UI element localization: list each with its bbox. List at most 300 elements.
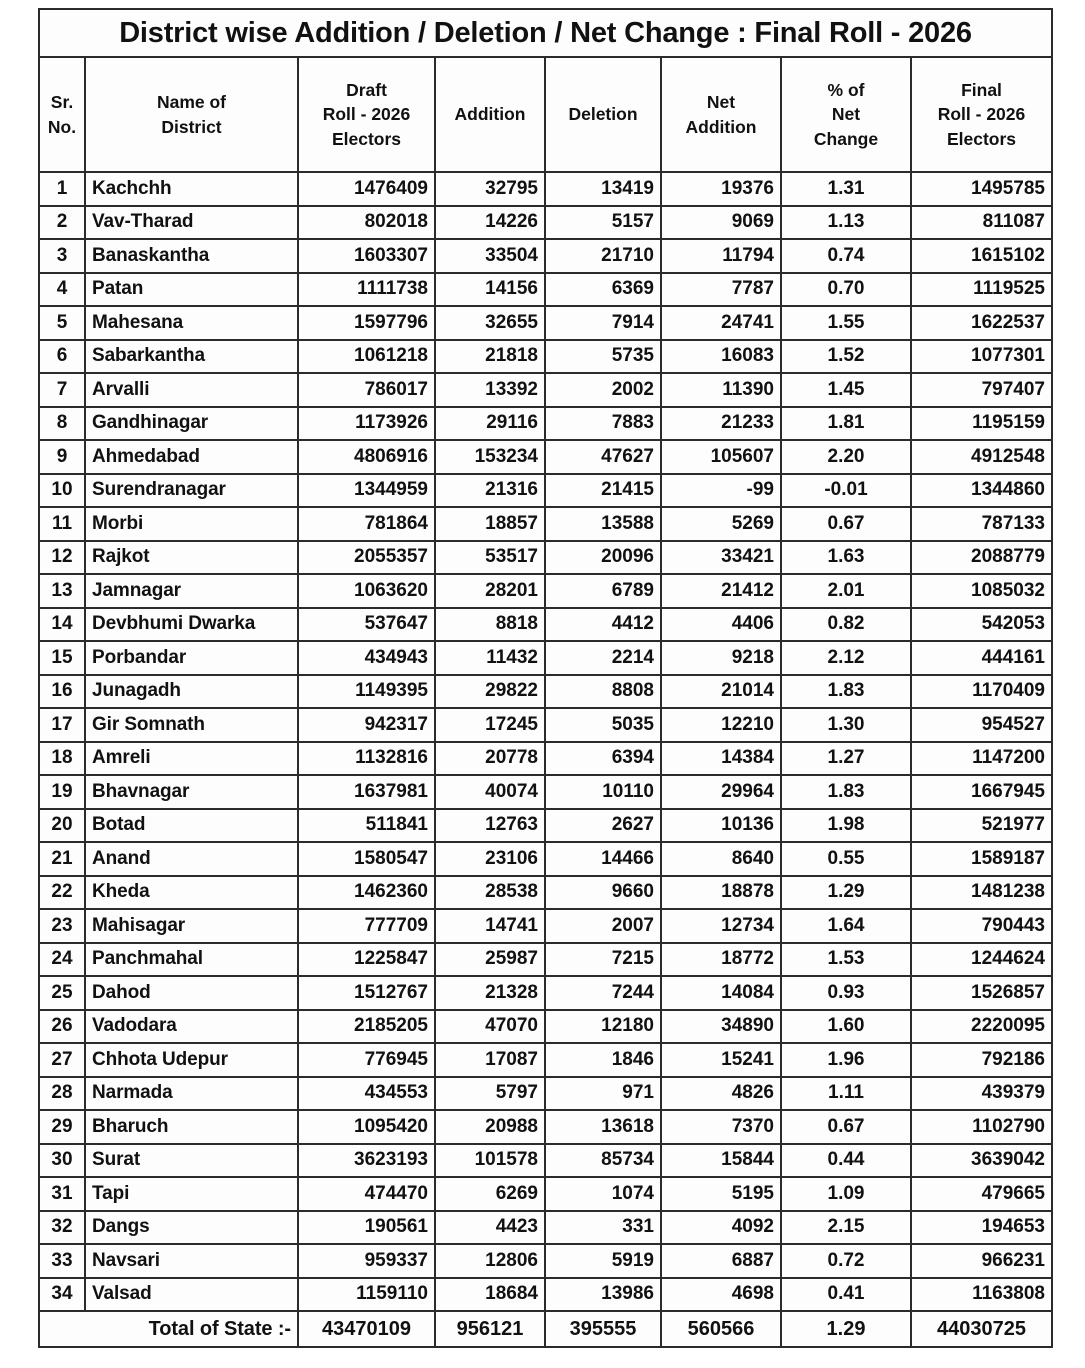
cell-sr-no: 8 (39, 407, 85, 441)
cell-deletion: 5157 (545, 206, 661, 240)
cell-deletion: 5035 (545, 708, 661, 742)
cell-deletion: 971 (545, 1077, 661, 1111)
cell-net-addition: -99 (661, 474, 781, 508)
cell-pct-net-change: -0.01 (781, 474, 911, 508)
cell-district-name: Amreli (85, 742, 298, 776)
cell-deletion: 10110 (545, 775, 661, 809)
cell-addition: 14156 (435, 273, 545, 307)
cell-district-name: Bhavnagar (85, 775, 298, 809)
cell-pct-net-change: 1.63 (781, 541, 911, 575)
cell-net-addition: 5269 (661, 507, 781, 541)
cell-final-roll: 954527 (911, 708, 1052, 742)
cell-draft-roll: 474470 (298, 1177, 435, 1211)
cell-draft-roll: 777709 (298, 909, 435, 943)
table-row (39, 440, 1052, 474)
cell-final-roll: 479665 (911, 1177, 1052, 1211)
header-line: Roll - 2026 (322, 104, 411, 125)
cell-addition: 153234 (435, 440, 545, 474)
cell-district-name: Surat (85, 1144, 298, 1178)
table-row (39, 809, 1052, 843)
cell-net-addition: 9069 (661, 206, 781, 240)
cell-draft-roll: 942317 (298, 708, 435, 742)
cell-addition: 5797 (435, 1077, 545, 1111)
cell-sr-no: 18 (39, 742, 85, 776)
cell-deletion: 5735 (545, 340, 661, 374)
cell-district-name: Surendranagar (85, 474, 298, 508)
total-net-addition: 560566 (661, 1311, 781, 1347)
cell-sr-no: 4 (39, 273, 85, 307)
cell-pct-net-change: 0.82 (781, 608, 911, 642)
cell-addition: 28538 (435, 876, 545, 910)
cell-district-name: Patan (85, 273, 298, 307)
cell-pct-net-change: 1.60 (781, 1010, 911, 1044)
cell-draft-roll: 3623193 (298, 1144, 435, 1178)
cell-pct-net-change: 1.27 (781, 742, 911, 776)
table-row (39, 1043, 1052, 1077)
cell-final-roll: 1615102 (911, 239, 1052, 273)
cell-addition: 32795 (435, 172, 545, 206)
cell-final-roll: 439379 (911, 1077, 1052, 1111)
cell-deletion: 7215 (545, 943, 661, 977)
cell-draft-roll: 1159110 (298, 1278, 435, 1312)
header-line: Change (813, 128, 879, 149)
cell-sr-no: 14 (39, 608, 85, 642)
cell-deletion: 331 (545, 1211, 661, 1245)
cell-deletion: 9660 (545, 876, 661, 910)
cell-final-roll: 1526857 (911, 976, 1052, 1010)
cell-addition: 17245 (435, 708, 545, 742)
cell-deletion: 14466 (545, 842, 661, 876)
cell-district-name: Junagadh (85, 675, 298, 709)
cell-addition: 33504 (435, 239, 545, 273)
cell-district-name: Chhota Udepur (85, 1043, 298, 1077)
cell-addition: 4423 (435, 1211, 545, 1245)
cell-draft-roll: 434553 (298, 1077, 435, 1111)
cell-addition: 47070 (435, 1010, 545, 1044)
cell-pct-net-change: 0.67 (781, 507, 911, 541)
column-header-final-roll (911, 57, 1052, 172)
cell-sr-no: 13 (39, 574, 85, 608)
cell-addition: 23106 (435, 842, 545, 876)
cell-sr-no: 15 (39, 641, 85, 675)
cell-net-addition: 24741 (661, 306, 781, 340)
cell-final-roll: 792186 (911, 1043, 1052, 1077)
cell-draft-roll: 781864 (298, 507, 435, 541)
district-statistics-table (38, 8, 1053, 1348)
cell-net-addition: 11390 (661, 373, 781, 407)
cell-sr-no: 31 (39, 1177, 85, 1211)
table-row (39, 574, 1052, 608)
cell-draft-roll: 1063620 (298, 574, 435, 608)
cell-net-addition: 21412 (661, 574, 781, 608)
cell-pct-net-change: 1.81 (781, 407, 911, 441)
cell-final-roll: 3639042 (911, 1144, 1052, 1178)
title-row (39, 9, 1052, 57)
cell-pct-net-change: 1.31 (781, 172, 911, 206)
cell-net-addition: 18772 (661, 943, 781, 977)
cell-deletion: 6369 (545, 273, 661, 307)
cell-district-name: Arvalli (85, 373, 298, 407)
column-header-deletion (545, 57, 661, 172)
cell-pct-net-change: 1.96 (781, 1043, 911, 1077)
cell-pct-net-change: 0.44 (781, 1144, 911, 1178)
cell-deletion: 13986 (545, 1278, 661, 1312)
cell-deletion: 20096 (545, 541, 661, 575)
total-draft-roll: 43470109 (298, 1311, 435, 1347)
cell-district-name: Panchmahal (85, 943, 298, 977)
cell-net-addition: 16083 (661, 340, 781, 374)
cell-final-roll: 811087 (911, 206, 1052, 240)
cell-deletion: 13588 (545, 507, 661, 541)
cell-final-roll: 1667945 (911, 775, 1052, 809)
cell-sr-no: 28 (39, 1077, 85, 1111)
cell-final-roll: 1163808 (911, 1278, 1052, 1312)
cell-district-name: Mahisagar (85, 909, 298, 943)
cell-sr-no: 3 (39, 239, 85, 273)
cell-draft-roll: 537647 (298, 608, 435, 642)
cell-addition: 14226 (435, 206, 545, 240)
cell-addition: 18684 (435, 1278, 545, 1312)
cell-deletion: 1074 (545, 1177, 661, 1211)
cell-net-addition: 18878 (661, 876, 781, 910)
cell-draft-roll: 1637981 (298, 775, 435, 809)
total-row (39, 1311, 1052, 1347)
table-row (39, 976, 1052, 1010)
table-row (39, 1244, 1052, 1278)
cell-net-addition: 12210 (661, 708, 781, 742)
total-pct-net-change: 1.29 (781, 1311, 911, 1347)
total-deletion: 395555 (545, 1311, 661, 1347)
cell-net-addition: 7370 (661, 1110, 781, 1144)
cell-net-addition: 21014 (661, 675, 781, 709)
cell-sr-no: 25 (39, 976, 85, 1010)
cell-district-name: Narmada (85, 1077, 298, 1111)
cell-district-name: Dangs (85, 1211, 298, 1245)
cell-sr-no: 1 (39, 172, 85, 206)
cell-final-roll: 1077301 (911, 340, 1052, 374)
cell-district-name: Bharuch (85, 1110, 298, 1144)
cell-net-addition: 10136 (661, 809, 781, 843)
cell-final-roll: 1589187 (911, 842, 1052, 876)
cell-deletion: 8808 (545, 675, 661, 709)
cell-addition: 11432 (435, 641, 545, 675)
cell-sr-no: 30 (39, 1144, 85, 1178)
header-line: Net (831, 104, 861, 125)
cell-net-addition: 4826 (661, 1077, 781, 1111)
cell-draft-roll: 1462360 (298, 876, 435, 910)
cell-district-name: Rajkot (85, 541, 298, 575)
cell-pct-net-change: 1.55 (781, 306, 911, 340)
cell-sr-no: 12 (39, 541, 85, 575)
cell-deletion: 2627 (545, 809, 661, 843)
cell-draft-roll: 1597796 (298, 306, 435, 340)
cell-district-name: Anand (85, 842, 298, 876)
cell-deletion: 7914 (545, 306, 661, 340)
cell-district-name: Sabarkantha (85, 340, 298, 374)
total-addition: 956121 (435, 1311, 545, 1347)
table-row (39, 1278, 1052, 1312)
table-row (39, 206, 1052, 240)
cell-district-name: Tapi (85, 1177, 298, 1211)
header-line: Electors (331, 128, 402, 149)
cell-draft-roll: 1061218 (298, 340, 435, 374)
cell-final-roll: 1195159 (911, 407, 1052, 441)
table-sheet (38, 8, 1051, 1341)
header-line: Net (706, 92, 736, 113)
cell-net-addition: 21233 (661, 407, 781, 441)
header-line: Final (961, 80, 1002, 101)
cell-deletion: 5919 (545, 1244, 661, 1278)
cell-addition: 14741 (435, 909, 545, 943)
cell-net-addition: 4092 (661, 1211, 781, 1245)
cell-final-roll: 194653 (911, 1211, 1052, 1245)
cell-sr-no: 11 (39, 507, 85, 541)
cell-draft-roll: 959337 (298, 1244, 435, 1278)
header-line: Name of (156, 92, 227, 113)
column-header-pct-net-change (781, 57, 911, 172)
cell-addition: 25987 (435, 943, 545, 977)
table-row (39, 340, 1052, 374)
cell-net-addition: 14084 (661, 976, 781, 1010)
cell-net-addition: 4698 (661, 1278, 781, 1312)
cell-district-name: Botad (85, 809, 298, 843)
cell-deletion: 7244 (545, 976, 661, 1010)
cell-sr-no: 6 (39, 340, 85, 374)
cell-pct-net-change: 0.55 (781, 842, 911, 876)
table-row (39, 675, 1052, 709)
cell-draft-roll: 1111738 (298, 273, 435, 307)
table-row (39, 943, 1052, 977)
header-line: District (161, 116, 222, 137)
cell-district-name: Mahesana (85, 306, 298, 340)
cell-deletion: 13618 (545, 1110, 661, 1144)
cell-draft-roll: 1095420 (298, 1110, 435, 1144)
cell-net-addition: 15844 (661, 1144, 781, 1178)
table-row (39, 708, 1052, 742)
cell-district-name: Navsari (85, 1244, 298, 1278)
cell-draft-roll: 802018 (298, 206, 435, 240)
cell-sr-no: 20 (39, 809, 85, 843)
cell-addition: 20988 (435, 1110, 545, 1144)
table-row (39, 172, 1052, 206)
cell-district-name: Kachchh (85, 172, 298, 206)
header-line: Sr. (50, 92, 74, 113)
cell-final-roll: 1244624 (911, 943, 1052, 977)
header-row (39, 57, 1052, 172)
cell-sr-no: 26 (39, 1010, 85, 1044)
cell-district-name: Porbandar (85, 641, 298, 675)
cell-sr-no: 32 (39, 1211, 85, 1245)
table-row (39, 1177, 1052, 1211)
cell-sr-no: 33 (39, 1244, 85, 1278)
cell-final-roll: 1102790 (911, 1110, 1052, 1144)
cell-final-roll: 1481238 (911, 876, 1052, 910)
cell-district-name: Dahod (85, 976, 298, 1010)
cell-district-name: Devbhumi Dwarka (85, 608, 298, 642)
column-header-addition (435, 57, 545, 172)
cell-final-roll: 2220095 (911, 1010, 1052, 1044)
cell-draft-roll: 776945 (298, 1043, 435, 1077)
cell-net-addition: 11794 (661, 239, 781, 273)
column-header-draft-roll (298, 57, 435, 172)
cell-district-name: Kheda (85, 876, 298, 910)
cell-net-addition: 29964 (661, 775, 781, 809)
cell-net-addition: 12734 (661, 909, 781, 943)
cell-final-roll: 1119525 (911, 273, 1052, 307)
cell-draft-roll: 1580547 (298, 842, 435, 876)
cell-final-roll: 4912548 (911, 440, 1052, 474)
cell-final-roll: 1147200 (911, 742, 1052, 776)
table-row (39, 541, 1052, 575)
cell-draft-roll: 1225847 (298, 943, 435, 977)
cell-addition: 21328 (435, 976, 545, 1010)
cell-net-addition: 15241 (661, 1043, 781, 1077)
table-row (39, 1144, 1052, 1178)
cell-pct-net-change: 1.52 (781, 340, 911, 374)
cell-sr-no: 10 (39, 474, 85, 508)
cell-addition: 13392 (435, 373, 545, 407)
cell-net-addition: 33421 (661, 541, 781, 575)
cell-deletion: 7883 (545, 407, 661, 441)
cell-deletion: 6394 (545, 742, 661, 776)
cell-addition: 8818 (435, 608, 545, 642)
cell-final-roll: 1085032 (911, 574, 1052, 608)
cell-addition: 17087 (435, 1043, 545, 1077)
cell-pct-net-change: 1.98 (781, 809, 911, 843)
cell-sr-no: 2 (39, 206, 85, 240)
cell-final-roll: 542053 (911, 608, 1052, 642)
cell-addition: 53517 (435, 541, 545, 575)
cell-draft-roll: 1512767 (298, 976, 435, 1010)
cell-sr-no: 34 (39, 1278, 85, 1312)
cell-draft-roll: 1344959 (298, 474, 435, 508)
table-body (39, 172, 1052, 1311)
cell-deletion: 1846 (545, 1043, 661, 1077)
cell-addition: 40074 (435, 775, 545, 809)
cell-addition: 20778 (435, 742, 545, 776)
cell-net-addition: 105607 (661, 440, 781, 474)
cell-sr-no: 19 (39, 775, 85, 809)
column-header-sr-no (39, 57, 85, 172)
cell-addition: 101578 (435, 1144, 545, 1178)
cell-deletion: 2214 (545, 641, 661, 675)
cell-addition: 29116 (435, 407, 545, 441)
cell-pct-net-change: 0.70 (781, 273, 911, 307)
table-row (39, 1010, 1052, 1044)
table-row (39, 407, 1052, 441)
cell-sr-no: 29 (39, 1110, 85, 1144)
cell-sr-no: 23 (39, 909, 85, 943)
cell-draft-roll: 1132816 (298, 742, 435, 776)
cell-net-addition: 19376 (661, 172, 781, 206)
table-row (39, 1211, 1052, 1245)
cell-district-name: Vav-Tharad (85, 206, 298, 240)
cell-final-roll: 1495785 (911, 172, 1052, 206)
table-footer (39, 1311, 1052, 1347)
cell-deletion: 13419 (545, 172, 661, 206)
cell-pct-net-change: 1.09 (781, 1177, 911, 1211)
cell-net-addition: 34890 (661, 1010, 781, 1044)
cell-pct-net-change: 2.15 (781, 1211, 911, 1245)
cell-pct-net-change: 1.53 (781, 943, 911, 977)
table-row (39, 273, 1052, 307)
table-row (39, 775, 1052, 809)
cell-pct-net-change: 1.13 (781, 206, 911, 240)
cell-draft-roll: 434943 (298, 641, 435, 675)
cell-deletion: 2007 (545, 909, 661, 943)
cell-net-addition: 8640 (661, 842, 781, 876)
table-row (39, 306, 1052, 340)
cell-deletion: 21415 (545, 474, 661, 508)
cell-deletion: 12180 (545, 1010, 661, 1044)
cell-final-roll: 444161 (911, 641, 1052, 675)
cell-pct-net-change: 1.45 (781, 373, 911, 407)
cell-pct-net-change: 0.74 (781, 239, 911, 273)
table-row (39, 373, 1052, 407)
cell-pct-net-change: 1.11 (781, 1077, 911, 1111)
cell-addition: 18857 (435, 507, 545, 541)
cell-net-addition: 4406 (661, 608, 781, 642)
cell-net-addition: 5195 (661, 1177, 781, 1211)
header-line: Roll - 2026 (937, 104, 1026, 125)
cell-addition: 12763 (435, 809, 545, 843)
table-row (39, 876, 1052, 910)
header-line: Draft (346, 80, 387, 101)
cell-deletion: 6789 (545, 574, 661, 608)
column-header-district (85, 57, 298, 172)
cell-draft-roll: 1476409 (298, 172, 435, 206)
table-row (39, 742, 1052, 776)
cell-pct-net-change: 2.20 (781, 440, 911, 474)
header-line: % of (827, 80, 865, 101)
cell-net-addition: 7787 (661, 273, 781, 307)
cell-district-name: Gir Somnath (85, 708, 298, 742)
cell-draft-roll: 786017 (298, 373, 435, 407)
cell-draft-roll: 2185205 (298, 1010, 435, 1044)
cell-district-name: Ahmedabad (85, 440, 298, 474)
cell-pct-net-change: 0.72 (781, 1244, 911, 1278)
cell-net-addition: 14384 (661, 742, 781, 776)
cell-draft-roll: 1603307 (298, 239, 435, 273)
total-label: Total of State :- (39, 1311, 298, 1347)
cell-district-name: Gandhinagar (85, 407, 298, 441)
cell-deletion: 47627 (545, 440, 661, 474)
cell-addition: 12806 (435, 1244, 545, 1278)
cell-district-name: Valsad (85, 1278, 298, 1312)
cell-final-roll: 787133 (911, 507, 1052, 541)
cell-final-roll: 2088779 (911, 541, 1052, 575)
cell-deletion: 85734 (545, 1144, 661, 1178)
column-header-net-addition (661, 57, 781, 172)
header-line: Electors (946, 128, 1017, 149)
cell-final-roll: 1622537 (911, 306, 1052, 340)
cell-draft-roll: 2055357 (298, 541, 435, 575)
cell-pct-net-change: 1.64 (781, 909, 911, 943)
cell-district-name: Banaskantha (85, 239, 298, 273)
cell-addition: 21316 (435, 474, 545, 508)
table-row (39, 608, 1052, 642)
cell-sr-no: 16 (39, 675, 85, 709)
cell-deletion: 21710 (545, 239, 661, 273)
cell-addition: 29822 (435, 675, 545, 709)
cell-sr-no: 9 (39, 440, 85, 474)
cell-final-roll: 1170409 (911, 675, 1052, 709)
cell-draft-roll: 4806916 (298, 440, 435, 474)
cell-pct-net-change: 0.41 (781, 1278, 911, 1312)
cell-sr-no: 5 (39, 306, 85, 340)
cell-pct-net-change: 1.83 (781, 775, 911, 809)
cell-net-addition: 6887 (661, 1244, 781, 1278)
